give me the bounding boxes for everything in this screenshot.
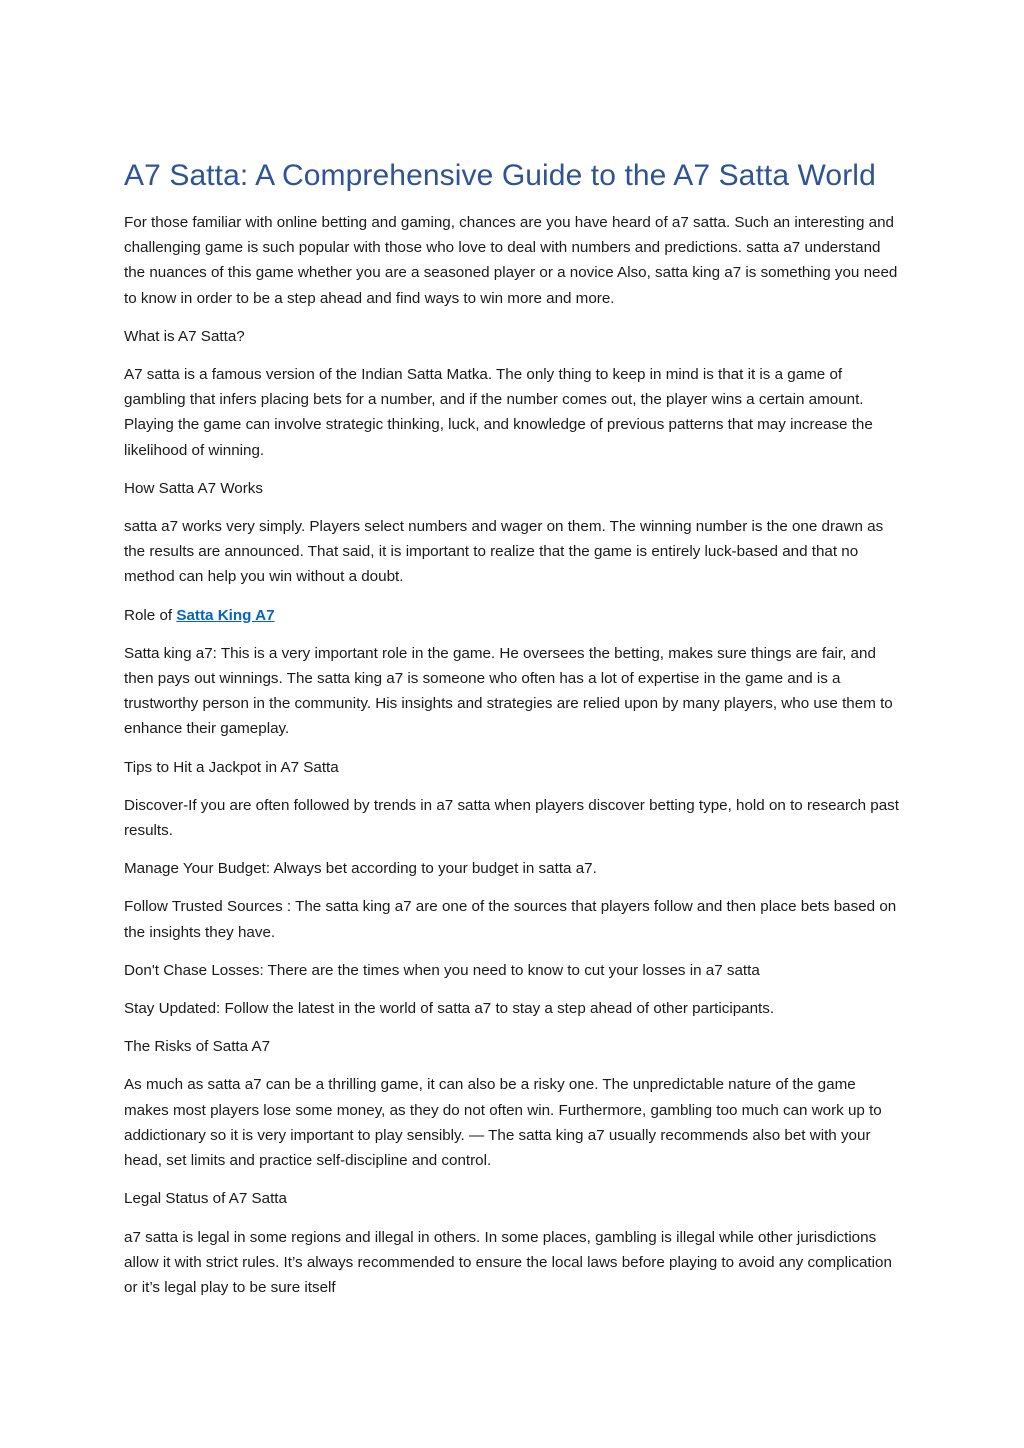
role-paragraph: Satta king a7: This is a very important role in the game. He oversees the betting, makes sure things are fair, and then pays out winnings. The satta king a7 is someone who often has a lot of expertise in the game and is a trustworthy person in the community. His insights and strategies are relied upon by many players, who use them to enhance their gameplay.	[124, 644, 893, 738]
tip-item: Discover-If you are often followed by trends in a7 satta when players discover betting type, hold on to research past results.	[124, 796, 899, 840]
tip-item: Stay Updated: Follow the latest in the world of satta a7 to stay a step ahead of other participants.	[124, 1000, 775, 1018]
tip-item: Follow Trusted Sources : The satta king a7 are one of the sources that players follow and then place bets based on the insights they have.	[124, 898, 897, 941]
legal-paragraph: a7 satta is legal in some regions and illegal in others. In some places, gambling is illegal while other jurisdictions allow it with strict rules. It’s always recommended to ensure the local laws before playing to avoid any complication or it’s legal play to be sure itself	[124, 1228, 892, 1296]
how-paragraph: satta a7 works very simply. Players select numbers and wager on them. The winning number is the one drawn as the results are announced. That said, it is important to realize that the game is entirely luck-based and that no method can help you win without a doubt.	[124, 518, 884, 586]
tips-heading: Tips to Hit a Jackpot in A7 Satta	[124, 758, 339, 776]
role-heading	[124, 603, 904, 628]
satta-king-a7-link[interactable]: Satta King A7	[176, 606, 275, 624]
page-title: A7 Satta: A Comprehensive Guide to the A7 Satta World	[124, 159, 876, 192]
legal-heading: Legal Status of A7 Satta	[124, 1190, 287, 1208]
role-heading-prefix: Role of	[124, 606, 177, 624]
what-paragraph: A7 satta is a famous version of the Indian Satta Matka. The only thing to keep in mind is that it is a game of gambling that infers placing bets for a number, and if the number comes out, the player wins a certain amount. Playing the game can involve strategic thinking, luck, and knowledge of previous patterns that may increase the likelihood of winning.	[124, 366, 873, 459]
intro-paragraph: For those familiar with online betting and gaming, chances are you have heard of a7 satta. Such an interesting and challenging game is such popular with those who love to deal with numbers and predictions. satta a7 understand the nuances of this game whether you are a seasoned player or a novice Also, satta king a7 is something you need to know in order to be a step ahead and find ways to win more and more.	[124, 214, 898, 307]
document-page	[124, 156, 904, 1313]
how-heading: How Satta A7 Works	[124, 479, 263, 497]
tip-item: Don't Chase Losses: There are the times when you need to know to cut your losses in a7 satta	[124, 961, 760, 979]
tip-item: Manage Your Budget: Always bet according to your budget in satta a7.	[124, 860, 597, 878]
risks-heading: The Risks of Satta A7	[124, 1038, 271, 1056]
what-heading: What is A7 Satta?	[124, 327, 245, 345]
risks-paragraph: As much as satta a7 can be a thrilling game, it can also be a risky one. The unpredictable nature of the game makes most players lose some money, as they do not often win. Furthermore, gambling too much can work up to addictionary so it is very important to play sensibly. — The satta king a7 usually recommends also bet with your head, set limits and practice self-discipline and control.	[124, 1076, 882, 1170]
